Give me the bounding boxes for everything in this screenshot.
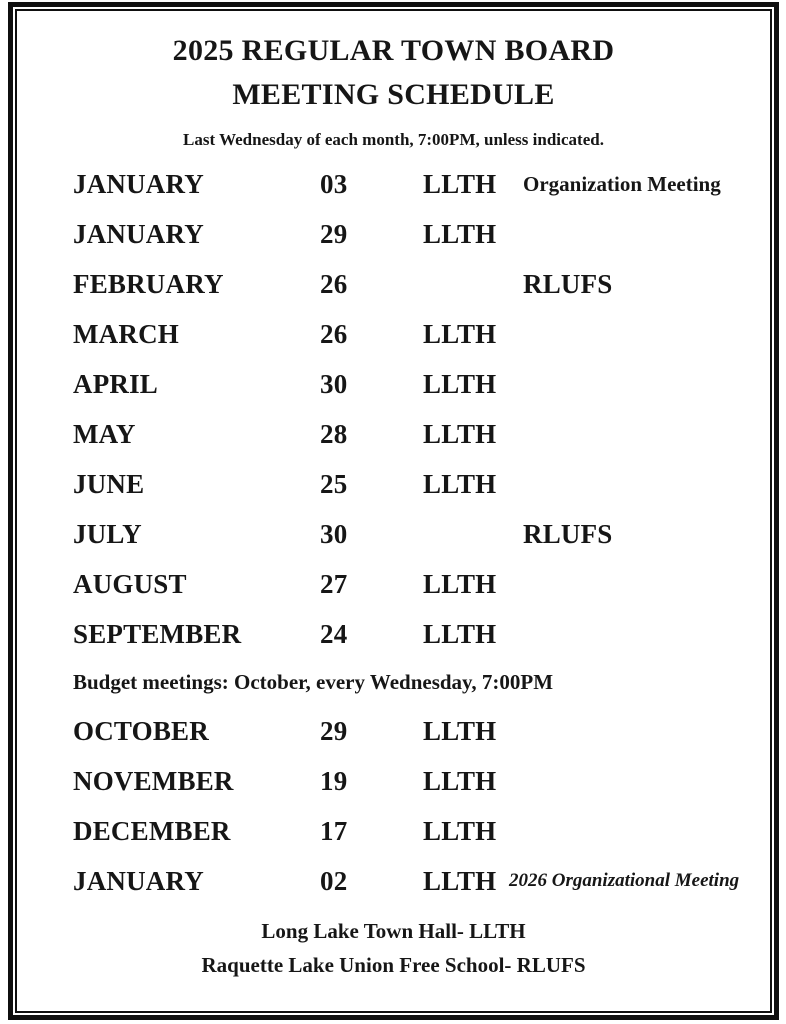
location-cell: LLTH <box>423 866 497 896</box>
location-cell: LLTH <box>423 716 497 746</box>
day-cell: 28 <box>320 419 348 449</box>
location-cell: LLTH <box>423 816 497 846</box>
note-cell: Organization Meeting <box>523 172 721 196</box>
schedule-row <box>17 459 770 509</box>
schedule-content <box>17 11 770 1011</box>
day-cell: 29 <box>320 219 348 249</box>
schedule-row <box>17 359 770 409</box>
location-cell: LLTH <box>423 219 497 249</box>
month-cell: NOVEMBER <box>73 766 234 796</box>
month-cell: JANUARY <box>73 169 204 199</box>
schedule-subtitle: Last Wednesday of each month, 7:00PM, unless indicated. <box>183 130 604 149</box>
month-cell: AUGUST <box>73 569 187 599</box>
document-title-line1: 2025 REGULAR TOWN BOARD <box>172 34 615 67</box>
location-cell: LLTH <box>423 419 497 449</box>
day-cell: 24 <box>320 619 348 649</box>
schedule-row <box>17 159 770 209</box>
day-cell: 26 <box>320 319 348 349</box>
schedule-row <box>17 509 770 559</box>
day-cell: 30 <box>320 369 348 399</box>
day-cell: 25 <box>320 469 348 499</box>
schedule-row <box>17 409 770 459</box>
month-cell: DECEMBER <box>73 816 231 846</box>
month-cell: MAY <box>73 419 136 449</box>
legend-llth: Long Lake Town Hall- LLTH <box>261 919 526 943</box>
day-cell: 17 <box>320 816 348 846</box>
schedule-row <box>17 209 770 259</box>
schedule-row <box>17 756 770 806</box>
schedule-row <box>17 806 770 856</box>
inner-border-frame <box>15 9 772 1013</box>
location-cell: RLUFS <box>523 269 613 299</box>
schedule-rows-jan-sep <box>17 159 770 659</box>
schedule-row <box>17 559 770 609</box>
note-cell: 2026 Organizational Meeting <box>509 870 740 891</box>
day-cell: 19 <box>320 766 348 796</box>
month-cell: JANUARY <box>73 219 204 249</box>
outer-border-frame <box>8 2 779 1020</box>
month-cell: MARCH <box>73 319 179 349</box>
month-cell: SEPTEMBER <box>73 619 242 649</box>
month-cell: JULY <box>73 519 142 549</box>
schedule-rows-oct-jan <box>17 706 770 906</box>
location-cell: LLTH <box>423 369 497 399</box>
location-cell: LLTH <box>423 169 497 199</box>
schedule-row <box>17 259 770 309</box>
month-cell: JUNE <box>73 469 145 499</box>
day-cell: 26 <box>320 269 348 299</box>
location-cell: LLTH <box>423 619 497 649</box>
location-cell: LLTH <box>423 319 497 349</box>
day-cell: 03 <box>320 169 348 199</box>
document-title-line2: MEETING SCHEDULE <box>232 78 555 111</box>
schedule-row <box>17 706 770 756</box>
schedule-row <box>17 609 770 659</box>
day-cell: 02 <box>320 866 348 896</box>
budget-meetings-note: Budget meetings: October, every Wednesday, 7:00PM <box>73 670 554 694</box>
month-cell: APRIL <box>73 369 159 399</box>
location-cell: LLTH <box>423 569 497 599</box>
schedule-row <box>17 856 770 906</box>
location-cell: LLTH <box>423 469 497 499</box>
schedule-row <box>17 309 770 359</box>
legend-rlufs: Raquette Lake Union Free School- RLUFS <box>201 953 586 977</box>
location-cell: RLUFS <box>523 519 613 549</box>
location-cell: LLTH <box>423 766 497 796</box>
day-cell: 30 <box>320 519 348 549</box>
month-cell: JANUARY <box>73 866 204 896</box>
day-cell: 29 <box>320 716 348 746</box>
month-cell: FEBRUARY <box>73 269 224 299</box>
month-cell: OCTOBER <box>73 716 209 746</box>
day-cell: 27 <box>320 569 348 599</box>
